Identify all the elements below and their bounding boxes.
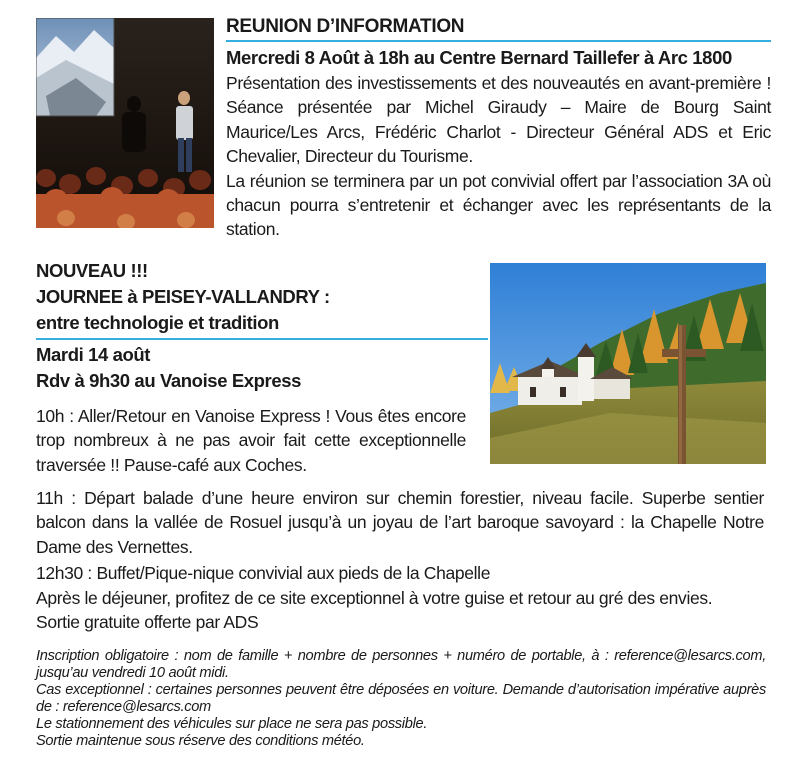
excursion-schedule-part-1 (36, 404, 466, 477)
registration-notes (36, 648, 766, 750)
chapel-photo (490, 263, 766, 464)
info-meeting-paragraph-2: La réunion se terminera par un pot convivial offert par l’association 3A où chacun pourra s’entretenir et échanger avec les représentants de la station. (226, 170, 771, 240)
excursion-schedule-part-2 (36, 486, 764, 634)
excursion-heading-block (36, 258, 488, 394)
registration-note-1: Inscription obligatoire : nom de famille + nombre de personnes + numéro de portable, à : reference@lesarcs.com, jusqu’au vendredi 10 août midi. (36, 648, 766, 681)
meeting-photo-illustration (36, 18, 214, 228)
registration-note-4: Sortie maintenue sous réserve des conditions météo. (36, 733, 365, 749)
registration-note-3: Le stationnement des véhicules sur place ne sera pas possible. (36, 716, 428, 732)
excursion-title-line-1: NOUVEAU !!! (36, 260, 148, 281)
schedule-item-11h: 11h : Départ balade d’une heure environ sur chemin forestier, niveau facile. Superbe sentier balcon dans la vallée de Rosuel jusqu’à un joyau de l’art baroque savoyard : la Chapelle Notre Dame des Vernettes. (36, 488, 764, 557)
info-meeting-section (226, 14, 771, 242)
info-meeting-title: REUNION D’INFORMATION (226, 16, 465, 37)
chapel-photo-illustration (490, 263, 766, 464)
info-meeting-subtitle: Mercredi 8 Août à 18h au Centre Bernard Taillefer à Arc 1800 (226, 47, 732, 68)
excursion-meeting-point: Rdv à 9h30 au Vanoise Express (36, 370, 302, 391)
registration-note-2: Cas exceptionnel : certaines personnes peuvent être déposées en voiture. Demande d’autorisation impérative auprès de : reference@lesarcs.com (36, 682, 766, 715)
meeting-photo (36, 18, 214, 228)
excursion-date: Mardi 14 août (36, 344, 151, 365)
excursion-title-rule (36, 338, 488, 340)
schedule-item-afternoon: Après le déjeuner, profitez de ce site exceptionnel à votre guise et retour au gré des envies. (36, 587, 713, 608)
info-meeting-paragraph-1: Présentation des investissements et des nouveautés en avant-première ! Séance présentée par Michel Giraudy – Maire de Bourg Saint Maurice/Les Arcs, Frédéric Charlot - Directeur Général ADS et Eric Chevalier, Directeur du Tourisme. (226, 73, 771, 167)
schedule-item-free-outing: Sortie gratuite offerte par ADS (36, 612, 259, 633)
schedule-item-12h30: 12h30 : Buffet/Pique-nique convivial aux pieds de la Chapelle (36, 563, 491, 584)
schedule-item-10h: 10h : Aller/Retour en Vanoise Express ! Vous êtes encore trop nombreux à ne pas avoir fait cette exceptionnelle traversée !! Pause-café aux Coches. (36, 406, 466, 475)
info-meeting-title-rule (226, 40, 771, 42)
excursion-title-line-3: entre technologie et tradition (36, 312, 279, 333)
excursion-title-line-2: JOURNEE à PEISEY-VALLANDRY : (36, 286, 330, 307)
